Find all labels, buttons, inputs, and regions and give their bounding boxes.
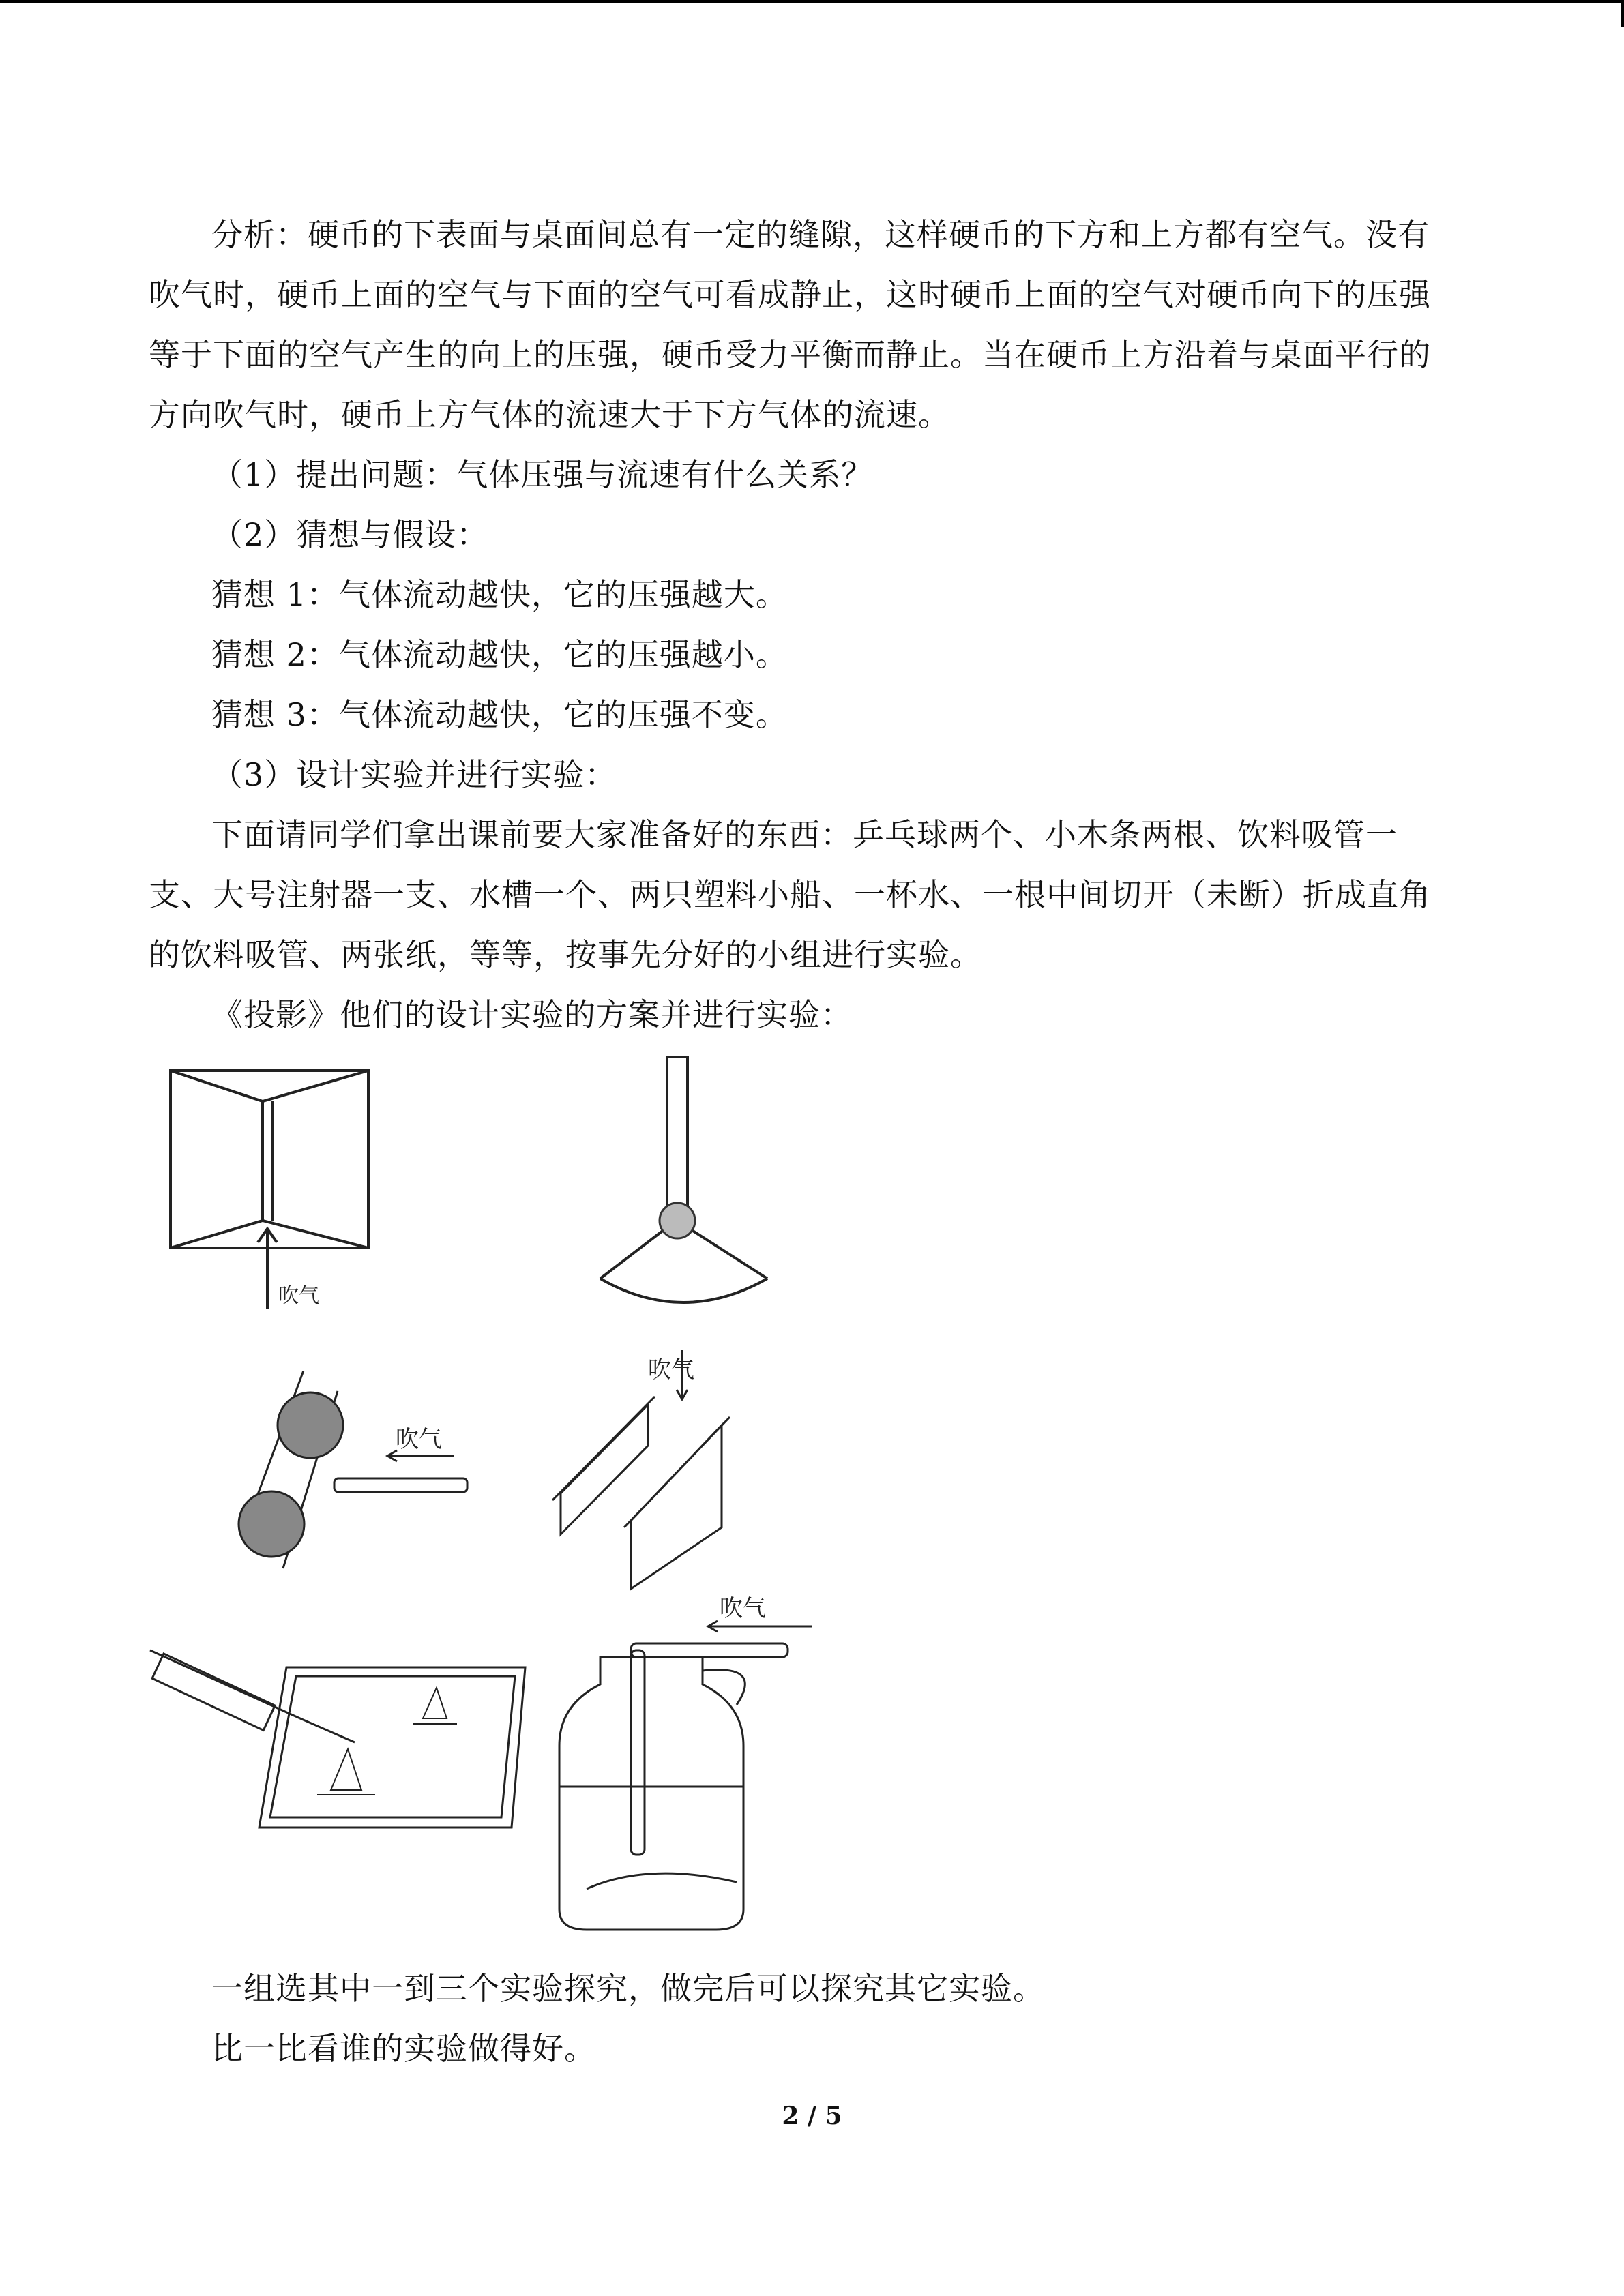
guess-1: 猜想 1：气体流动越快，它的压强越大。 bbox=[211, 576, 788, 613]
question-2: （2）猜想与假设： bbox=[211, 516, 489, 553]
compare-line: 比一比看谁的实验做得好。 bbox=[211, 2030, 596, 2067]
ball-upper bbox=[278, 1392, 343, 1458]
page-right-border bbox=[1621, 0, 1624, 27]
projection-line: 《投影》他们的设计实验的方案并进行实验： bbox=[211, 996, 853, 1033]
fig6-blow-label: 吹气 bbox=[720, 1595, 766, 1622]
question-1: （1）提出问题：气体压强与流速有什么关系？ bbox=[211, 456, 874, 493]
figure-paper-card bbox=[157, 1064, 389, 1323]
ping-pong-ball bbox=[660, 1203, 695, 1238]
guess-2: 猜想 2：气体流动越快，它的压强越小。 bbox=[211, 636, 788, 673]
page-number: 2 / 5 bbox=[782, 2102, 842, 2130]
figure-two-balls bbox=[225, 1371, 477, 1582]
question-3: （3）设计实验并进行实验： bbox=[211, 756, 617, 793]
figure-bottle-straw bbox=[546, 1589, 832, 1943]
fig1-blow-label: 吹气 bbox=[278, 1284, 319, 1308]
figure-funnel-ball bbox=[587, 1054, 791, 1320]
body-text bbox=[149, 205, 1458, 1045]
fig3-blow-label: 吹气 bbox=[396, 1426, 442, 1453]
fig4-blow-label: 吹气 bbox=[648, 1356, 694, 1384]
boat-top bbox=[413, 1688, 457, 1724]
group-line: 一组选其中一到三个实验探究，做完后可以探究其它实验。 bbox=[211, 1970, 1045, 2007]
page-top-border bbox=[0, 0, 1624, 3]
figure-syringe-boats bbox=[143, 1637, 532, 1841]
boat-bottom bbox=[317, 1749, 375, 1795]
materials-paragraph: 下面请同学们拿出课前要大家准备好的东西：乒乓球两个、小木条两根、饮料吸管一支、大号注射器一支、水槽一个、两只塑料小船、一杯水、一根中间切开（未断）折成直角的饮料吸管、两张纸，等等，按事先分好的小组进行实验。 bbox=[149, 816, 1431, 973]
analysis-paragraph: 分析：硬币的下表面与桌面间总有一定的缝隙，这样硬币的下方和上方都有空气。没有吹气时，硬币上面的空气与下面的空气可看成静止，这时硬币上面的空气对硬币向下的压强等于下面的空气产生的向上的压强，硬币受力平衡而静止。当在硬币上方沿着与桌面平行的方向吹气时，硬币上方气体的流速大于下方气体的流速。 bbox=[149, 216, 1431, 433]
guess-3: 猜想 3：气体流动越快，它的压强不变。 bbox=[211, 696, 788, 733]
ball-lower bbox=[239, 1491, 304, 1557]
figure-hanging-papers bbox=[546, 1337, 750, 1596]
